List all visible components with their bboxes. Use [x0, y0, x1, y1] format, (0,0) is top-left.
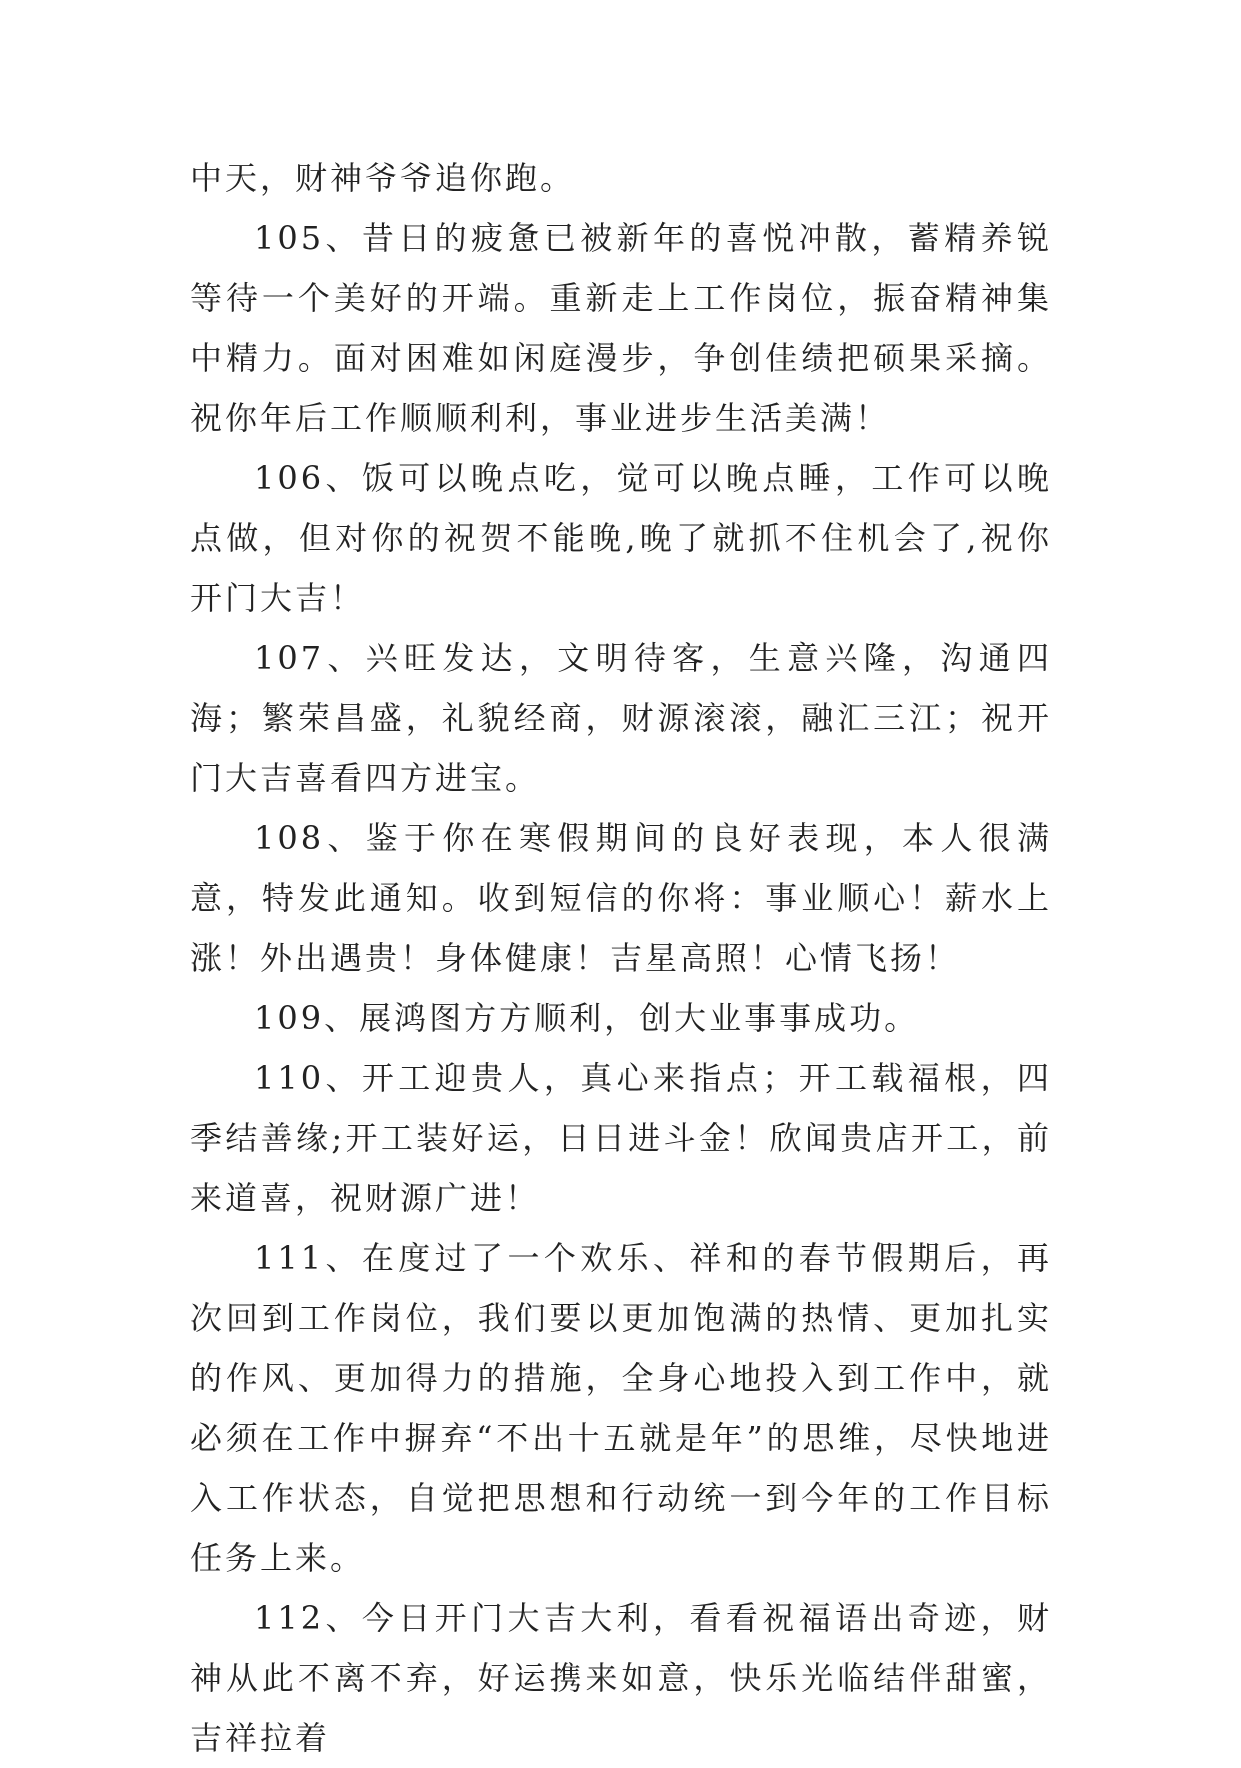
- paragraph-105: 105、昔日的疲惫已被新年的喜悦冲散，蓄精养锐等待一个美好的开端。重新走上工作岗位，振奋精神集中精力。面对困难如闲庭漫步，争创佳绩把硕果采摘。祝你年后工作顺顺利利，事业进步生活美满！: [190, 219, 1052, 437]
- paragraph-106: 106、饭可以晚点吃，觉可以晚点睡，工作可以晚点做，但对你的祝贺不能晚,晚了就抓不住机会了,祝你开门大吉！: [190, 459, 1052, 617]
- paragraph-112: 112、今日开门大吉大利，看看祝福语出奇迹，财神从此不离不弃，好运携来如意，快乐光临结伴甜蜜，吉祥拉着: [190, 1599, 1052, 1757]
- paragraph-110: 110、开工迎贵人，真心来指点；开工载福根，四季结善缘;开工装好运，日日进斗金！欣闻贵店开工，前来道喜，祝财源广进！: [190, 1059, 1052, 1217]
- document-body: [190, 148, 1052, 1768]
- paragraph-111: 111、在度过了一个欢乐、祥和的春节假期后，再次回到工作岗位，我们要以更加饱满的热情、更加扎实的作风、更加得力的措施，全身心地投入到工作中，就必须在工作中摒弃“不出十五就是年”的思维，尽快地进入工作状态，自觉把思想和行动统一到今年的工作目标任务上来。: [190, 1239, 1052, 1577]
- paragraph-107: 107、兴旺发达，文明待客，生意兴隆，沟通四海；繁荣昌盛，礼貌经商，财源滚滚，融汇三江；祝开门大吉喜看四方进宝。: [190, 639, 1052, 797]
- paragraph-108: 108、鉴于你在寒假期间的良好表现，本人很满意，特发此通知。收到短信的你将：事业顺心！薪水上涨！外出遇贵！身体健康！吉星高照！心情飞扬！: [190, 819, 1052, 977]
- paragraph-109: 109、展鸿图方方顺利，创大业事事成功。: [254, 999, 920, 1037]
- paragraph-continuation: 中天，财神爷爷追你跑。: [190, 159, 576, 197]
